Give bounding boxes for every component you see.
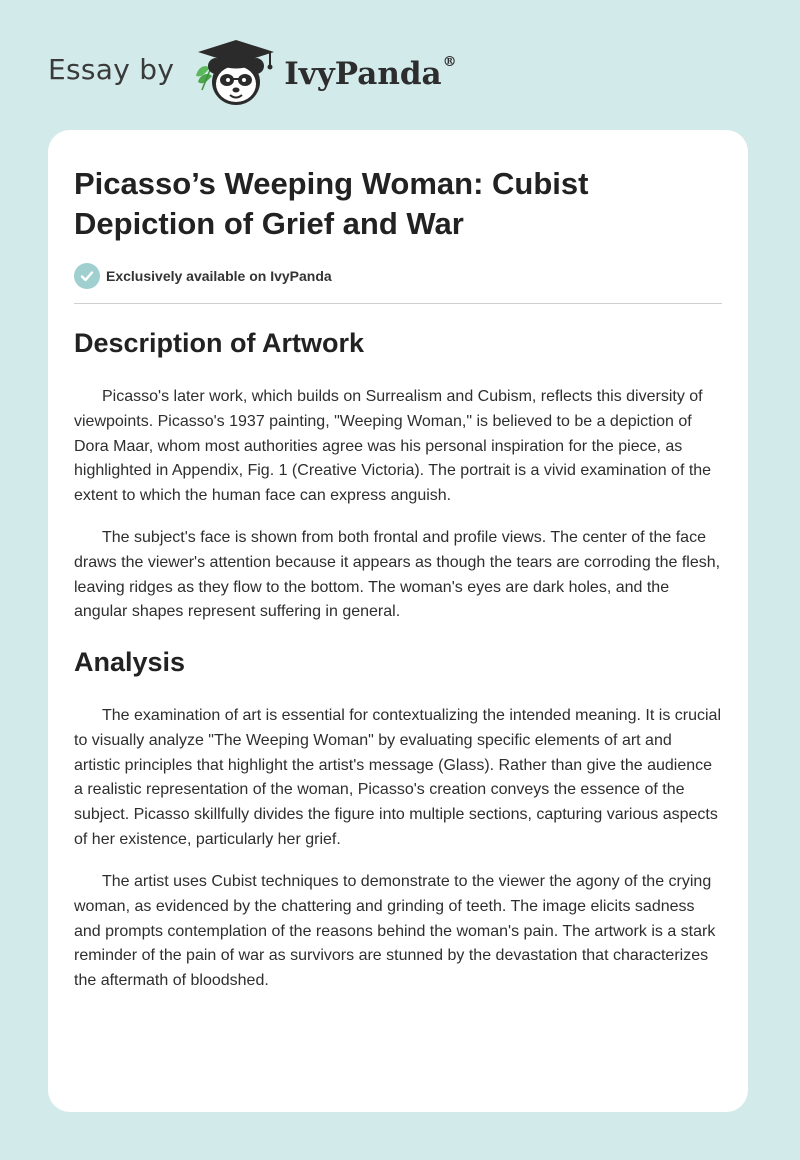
section-heading-analysis: Analysis <box>74 647 186 677</box>
paragraph: The examination of art is essential for contextualizing the intended meaning. It is crucial to visually analyze "The Weeping Woman" by evaluating specific elements of art and artistic principles that highlight the artist's message (Glass). Rather than give the audience a realistic representation of the woman, Picasso's creation conveys the essence of the subject. Picasso skillfully divides the figure into multiple sections, capturing various aspects of her existence, particularly her grief. <box>74 707 721 848</box>
brand-header <box>48 32 457 112</box>
essay-card <box>48 130 748 1112</box>
brand-name[interactable]: IvyPanda® <box>284 54 457 92</box>
registered-mark: ® <box>442 54 457 70</box>
paragraph: Picasso's later work, which builds on Surrealism and Cubism, reflects this diversity of viewpoints. Picasso's 1937 painting, "Weeping Woman," is believed to be a depiction of Dora Maar, whom most authorities agree was his personal inspiration for the piece, as highlighted in Appendix, Fig. 1 (Creative Victoria). The portrait is a vivid examination of the extent to which the human face can express anguish. <box>74 388 712 505</box>
panda-graduate-icon[interactable] <box>192 32 278 112</box>
paragraph: The subject's face is shown from both frontal and profile views. The center of the face draws the viewer's attention because it appears as though the tears are corroding the flesh, leaving ridges as they flow to the bottom. The woman's eyes are dark holes, and the angular shapes represent suffering in general. <box>74 529 721 621</box>
check-badge-icon <box>74 263 100 289</box>
exclusive-label: Exclusively available on IvyPanda <box>106 268 332 284</box>
section-heading-description: Description of Artwork <box>74 328 365 358</box>
brand-prefix: Essay by <box>48 52 175 86</box>
page-title: Picasso’s Weeping Woman: Cubist Depiction of Grief and War <box>74 166 589 241</box>
paragraph: The artist uses Cubist techniques to demonstrate to the viewer the agony of the crying woman, as evidenced by the chattering and grinding of teeth. The image elicits sadness and prompts contemplation of the reasons behind the woman's pain. The artwork is a stark reminder of the pain of war as survivors are stunned by the devastation that characterizes the aftermath of bloodshed. <box>74 873 716 990</box>
exclusive-badge <box>74 263 332 289</box>
divider <box>74 303 722 304</box>
